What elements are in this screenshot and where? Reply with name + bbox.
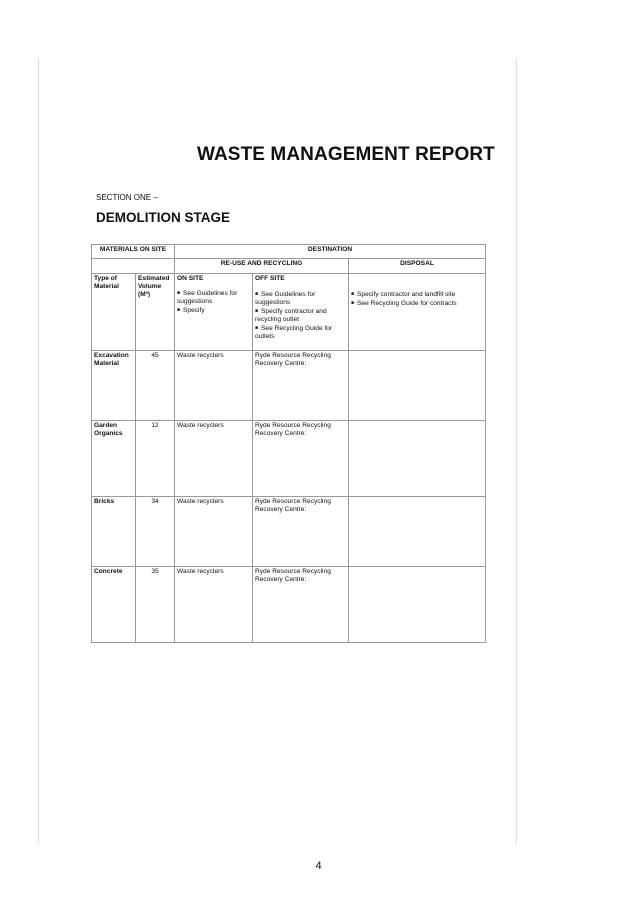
header-destination: DESTINATION xyxy=(175,245,486,259)
header-materials-on-site: MATERIALS ON SITE xyxy=(92,245,175,259)
page-number: 4 xyxy=(315,860,322,872)
material-cell: Garden Organics xyxy=(92,421,136,497)
volume-cell: 45 xyxy=(136,351,175,421)
disposal-cell xyxy=(349,421,486,497)
material-cell: Bricks xyxy=(92,497,136,567)
off-site-note: ■ Specify contractor and recycling outlet xyxy=(255,307,346,324)
disposal-cell xyxy=(349,567,486,643)
col-estimated-volume xyxy=(136,274,175,351)
offsite-cell: Ryde Resource Recycling Recovery Centre: xyxy=(253,567,349,643)
volume-cell: 34 xyxy=(136,497,175,567)
header-disposal: DISPOSAL xyxy=(349,259,486,274)
col-type-of-material: Type of Material xyxy=(92,274,136,351)
report-title: WASTE MANAGEMENT REPORT xyxy=(197,144,495,165)
offsite-cell: Ryde Resource Recycling Recovery Centre: xyxy=(253,421,349,497)
off-site-label: OFF SITE xyxy=(255,275,285,282)
col-volume-label: Estimated Volume xyxy=(138,275,170,290)
onsite-cell: Waste recyclers xyxy=(175,567,253,643)
disposal-note: ■ Specify contractor and landfill site xyxy=(351,290,483,299)
table-row xyxy=(92,421,486,497)
on-site-note: ■ See Guidelines for suggestions xyxy=(177,289,250,306)
right-margin-line xyxy=(516,58,517,843)
section-label: SECTION ONE – xyxy=(96,193,158,202)
table-row xyxy=(92,497,486,567)
left-margin-line xyxy=(38,58,39,843)
volume-cell: 35 xyxy=(136,567,175,643)
off-site-note: ■ See Recycling Guide for outlets xyxy=(255,324,346,341)
off-site-note: ■ See Guidelines for suggestions xyxy=(255,290,346,307)
col-volume-unit: (M³) xyxy=(138,291,151,298)
col-disposal xyxy=(349,274,486,351)
disposal-note: ■ See Recycling Guide for contracts xyxy=(351,299,483,308)
on-site-note: ■ Specify xyxy=(177,306,250,315)
col-off-site xyxy=(253,274,349,351)
material-cell: Concrete xyxy=(92,567,136,643)
onsite-cell: Waste recyclers xyxy=(175,421,253,497)
header-blank xyxy=(92,259,175,274)
material-cell: Excavation Material xyxy=(92,351,136,421)
stage-heading: DEMOLITION STAGE xyxy=(96,210,230,225)
on-site-label: ON SITE xyxy=(177,275,204,282)
onsite-cell: Waste recyclers xyxy=(175,497,253,567)
offsite-cell: Ryde Resource Recycling Recovery Centre: xyxy=(253,351,349,421)
col-on-site xyxy=(175,274,253,351)
offsite-cell: Ryde Resource Recycling Recovery Centre: xyxy=(253,497,349,567)
disposal-cell xyxy=(349,351,486,421)
table-row xyxy=(92,567,486,643)
header-reuse-recycling: RE-USE AND RECYCLING xyxy=(175,259,349,274)
volume-cell: 12 xyxy=(136,421,175,497)
onsite-cell: Waste recyclers xyxy=(175,351,253,421)
disposal-cell xyxy=(349,497,486,567)
table-row xyxy=(92,351,486,421)
waste-table xyxy=(91,244,486,643)
